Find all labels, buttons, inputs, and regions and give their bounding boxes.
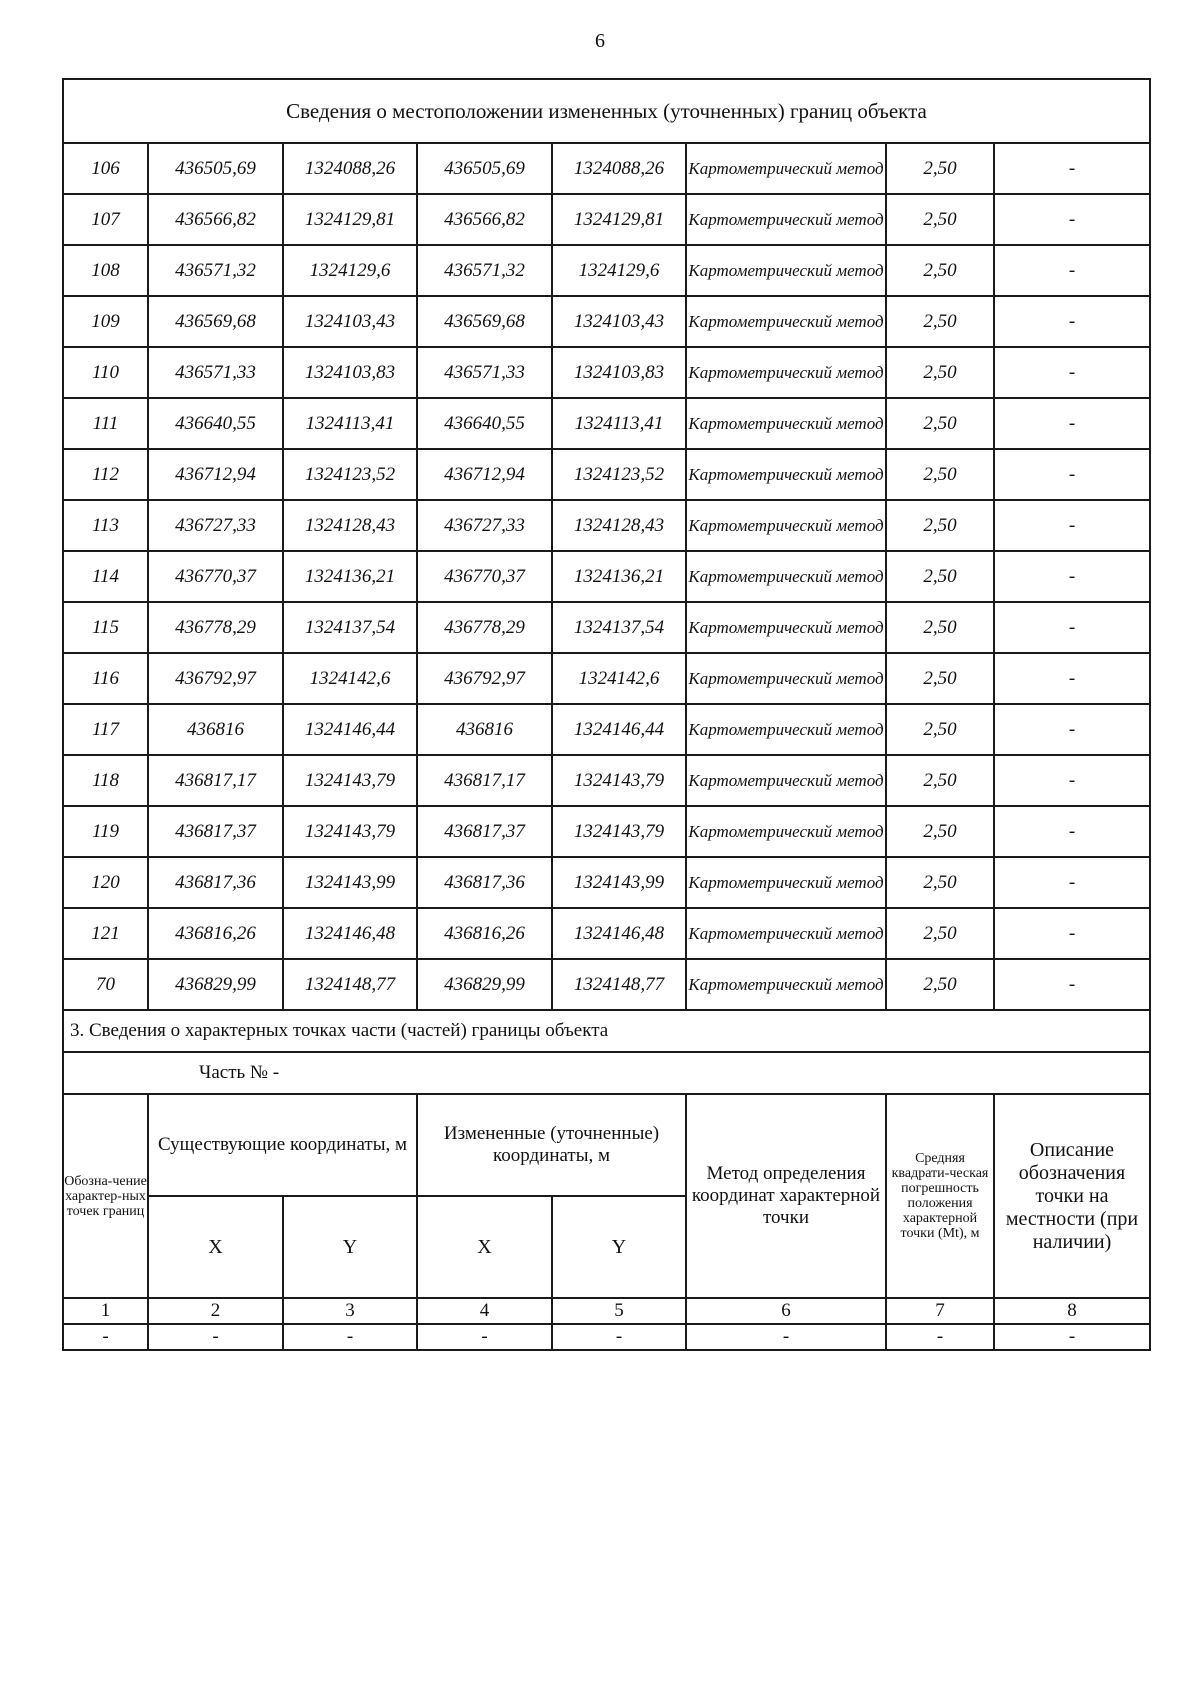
- method-cell: Картометрический метод: [686, 806, 886, 857]
- changed-y-cell: 1324142,6: [552, 653, 686, 704]
- changed-y-cell: 1324113,41: [552, 398, 686, 449]
- mean-error-cell: 2,50: [886, 143, 994, 194]
- method-cell: Картометрический метод: [686, 755, 886, 806]
- table-row: [63, 959, 1150, 1010]
- mean-error-cell: 2,50: [886, 398, 994, 449]
- empty-part-row: [63, 1324, 1150, 1350]
- point-id-cell: 109: [63, 296, 148, 347]
- mean-error-cell: 2,50: [886, 653, 994, 704]
- point-id-cell: 113: [63, 500, 148, 551]
- changed-y-cell: 1324137,54: [552, 602, 686, 653]
- changed-y-cell: 1324128,43: [552, 500, 686, 551]
- existing-x-cell: 436770,37: [148, 551, 283, 602]
- point-id-cell: 115: [63, 602, 148, 653]
- point-id-cell: 70: [63, 959, 148, 1010]
- existing-x-cell: 436569,68: [148, 296, 283, 347]
- mean-error-cell: 2,50: [886, 347, 994, 398]
- table-row: [63, 398, 1150, 449]
- method-cell: Картометрический метод: [686, 398, 886, 449]
- header-existing-x: X: [148, 1196, 283, 1298]
- existing-x-cell: 436566,82: [148, 194, 283, 245]
- header-changed-x: X: [417, 1196, 552, 1298]
- point-id-cell: 118: [63, 755, 148, 806]
- mean-error-cell: 2,50: [886, 296, 994, 347]
- table-row: [63, 449, 1150, 500]
- mean-error-cell: 2,50: [886, 755, 994, 806]
- method-cell: Картометрический метод: [686, 704, 886, 755]
- method-cell: Картометрический метод: [686, 551, 886, 602]
- method-cell: Картометрический метод: [686, 143, 886, 194]
- column-number: 8: [994, 1298, 1150, 1324]
- mean-error-cell: 2,50: [886, 449, 994, 500]
- existing-y-cell: 1324136,21: [283, 551, 417, 602]
- mean-error-cell: 2,50: [886, 857, 994, 908]
- point-id-cell: 116: [63, 653, 148, 704]
- existing-x-cell: 436829,99: [148, 959, 283, 1010]
- table-row: [63, 245, 1150, 296]
- existing-y-cell: 1324129,6: [283, 245, 417, 296]
- point-id-cell: 121: [63, 908, 148, 959]
- description-cell: -: [994, 245, 1150, 296]
- mean-error-cell: 2,50: [886, 194, 994, 245]
- header-changed-y: Y: [552, 1196, 686, 1298]
- changed-x-cell: 436571,32: [417, 245, 552, 296]
- point-id-cell: 120: [63, 857, 148, 908]
- changed-x-cell: 436566,82: [417, 194, 552, 245]
- table-row: [63, 551, 1150, 602]
- changed-x-cell: 436727,33: [417, 500, 552, 551]
- existing-x-cell: 436817,36: [148, 857, 283, 908]
- column-number: 1: [63, 1298, 148, 1324]
- changed-y-cell: 1324143,79: [552, 806, 686, 857]
- boundary-coordinates-table: [62, 78, 1151, 1351]
- existing-x-cell: 436505,69: [148, 143, 283, 194]
- changed-y-cell: 1324103,83: [552, 347, 686, 398]
- changed-x-cell: 436770,37: [417, 551, 552, 602]
- empty-cell: -: [148, 1324, 283, 1350]
- changed-y-cell: 1324129,81: [552, 194, 686, 245]
- point-id-cell: 112: [63, 449, 148, 500]
- method-cell: Картометрический метод: [686, 908, 886, 959]
- table-row: [63, 806, 1150, 857]
- description-cell: -: [994, 449, 1150, 500]
- table-row: [63, 347, 1150, 398]
- column-number: 2: [148, 1298, 283, 1324]
- changed-y-cell: 1324148,77: [552, 959, 686, 1010]
- mean-error-cell: 2,50: [886, 602, 994, 653]
- existing-x-cell: 436816,26: [148, 908, 283, 959]
- method-cell: Картометрический метод: [686, 602, 886, 653]
- description-cell: -: [994, 296, 1150, 347]
- changed-x-cell: 436778,29: [417, 602, 552, 653]
- changed-x-cell: 436571,33: [417, 347, 552, 398]
- header-changed-coordinates: Измененные (уточненные) координаты, м: [417, 1094, 686, 1196]
- header-existing-coordinates: Существующие координаты, м: [148, 1094, 417, 1196]
- mean-error-cell: 2,50: [886, 245, 994, 296]
- description-cell: -: [994, 602, 1150, 653]
- method-cell: Картометрический метод: [686, 347, 886, 398]
- empty-cell: -: [417, 1324, 552, 1350]
- existing-y-cell: 1324137,54: [283, 602, 417, 653]
- point-id-cell: 114: [63, 551, 148, 602]
- method-cell: Картометрический метод: [686, 194, 886, 245]
- description-cell: -: [994, 398, 1150, 449]
- mean-error-cell: 2,50: [886, 806, 994, 857]
- description-cell: -: [994, 500, 1150, 551]
- empty-cell: -: [552, 1324, 686, 1350]
- mean-error-cell: 2,50: [886, 551, 994, 602]
- column-number: 3: [283, 1298, 417, 1324]
- existing-x-cell: 436571,32: [148, 245, 283, 296]
- mean-error-cell: 2,50: [886, 908, 994, 959]
- existing-y-cell: 1324128,43: [283, 500, 417, 551]
- description-cell: -: [994, 194, 1150, 245]
- changed-x-cell: 436816: [417, 704, 552, 755]
- table-row: [63, 908, 1150, 959]
- table-title: Сведения о местоположении измененных (уточненных) границ объекта: [63, 79, 1150, 143]
- empty-cell: -: [283, 1324, 417, 1350]
- description-cell: -: [994, 653, 1150, 704]
- table-row: [63, 755, 1150, 806]
- changed-x-cell: 436817,36: [417, 857, 552, 908]
- column-number: 5: [552, 1298, 686, 1324]
- existing-y-cell: 1324148,77: [283, 959, 417, 1010]
- method-cell: Картометрический метод: [686, 296, 886, 347]
- description-cell: -: [994, 908, 1150, 959]
- empty-cell: -: [686, 1324, 886, 1350]
- existing-y-cell: 1324146,44: [283, 704, 417, 755]
- existing-y-cell: 1324088,26: [283, 143, 417, 194]
- method-cell: Картометрический метод: [686, 500, 886, 551]
- existing-x-cell: 436571,33: [148, 347, 283, 398]
- table-row: [63, 653, 1150, 704]
- changed-y-cell: 1324103,43: [552, 296, 686, 347]
- column-numbers-row: [63, 1298, 1150, 1324]
- table-row: [63, 602, 1150, 653]
- method-cell: Картометрический метод: [686, 653, 886, 704]
- column-number: 4: [417, 1298, 552, 1324]
- empty-cell: -: [886, 1324, 994, 1350]
- point-id-cell: 111: [63, 398, 148, 449]
- header-method: Метод определения координат характерной точки: [686, 1094, 886, 1298]
- point-id-cell: 110: [63, 347, 148, 398]
- mean-error-cell: 2,50: [886, 959, 994, 1010]
- changed-x-cell: 436792,97: [417, 653, 552, 704]
- empty-cell: -: [994, 1324, 1150, 1350]
- changed-x-cell: 436817,37: [417, 806, 552, 857]
- existing-x-cell: 436792,97: [148, 653, 283, 704]
- table-row: [63, 143, 1150, 194]
- header-description: Описание обозначения точки на местности (при наличии): [994, 1094, 1150, 1298]
- header-existing-y: Y: [283, 1196, 417, 1298]
- table-row: [63, 704, 1150, 755]
- point-id-cell: 106: [63, 143, 148, 194]
- existing-y-cell: 1324143,79: [283, 806, 417, 857]
- empty-cell: -: [63, 1324, 148, 1350]
- section-3-title: 3. Сведения о характерных точках части (частей) границы объекта: [63, 1010, 1150, 1052]
- page-number: 6: [595, 30, 605, 52]
- changed-x-cell: 436816,26: [417, 908, 552, 959]
- header-mean-error: Средняя квадрати-ческая погрешность положения характерной точки (Mt), м: [886, 1094, 994, 1298]
- point-id-cell: 117: [63, 704, 148, 755]
- mean-error-cell: 2,50: [886, 500, 994, 551]
- description-cell: -: [994, 704, 1150, 755]
- existing-y-cell: 1324143,99: [283, 857, 417, 908]
- changed-y-cell: 1324146,48: [552, 908, 686, 959]
- description-cell: -: [994, 806, 1150, 857]
- changed-y-cell: 1324146,44: [552, 704, 686, 755]
- existing-x-cell: 436640,55: [148, 398, 283, 449]
- column-number: 7: [886, 1298, 994, 1324]
- existing-y-cell: 1324103,43: [283, 296, 417, 347]
- existing-y-cell: 1324146,48: [283, 908, 417, 959]
- changed-y-cell: 1324123,52: [552, 449, 686, 500]
- method-cell: Картометрический метод: [686, 959, 886, 1010]
- existing-x-cell: 436712,94: [148, 449, 283, 500]
- method-cell: Картометрический метод: [686, 857, 886, 908]
- changed-y-cell: 1324129,6: [552, 245, 686, 296]
- existing-y-cell: 1324142,6: [283, 653, 417, 704]
- existing-y-cell: 1324113,41: [283, 398, 417, 449]
- existing-x-cell: 436817,17: [148, 755, 283, 806]
- existing-y-cell: 1324103,83: [283, 347, 417, 398]
- changed-y-cell: 1324143,99: [552, 857, 686, 908]
- existing-x-cell: 436778,29: [148, 602, 283, 653]
- description-cell: -: [994, 143, 1150, 194]
- description-cell: -: [994, 551, 1150, 602]
- changed-x-cell: 436505,69: [417, 143, 552, 194]
- description-cell: -: [994, 857, 1150, 908]
- description-cell: -: [994, 755, 1150, 806]
- description-cell: -: [994, 959, 1150, 1010]
- changed-y-cell: 1324136,21: [552, 551, 686, 602]
- changed-x-cell: 436829,99: [417, 959, 552, 1010]
- existing-y-cell: 1324143,79: [283, 755, 417, 806]
- part-label: Часть № -: [63, 1052, 1150, 1094]
- table-row: [63, 194, 1150, 245]
- existing-y-cell: 1324129,81: [283, 194, 417, 245]
- changed-x-cell: 436817,17: [417, 755, 552, 806]
- description-cell: -: [994, 347, 1150, 398]
- existing-x-cell: 436816: [148, 704, 283, 755]
- mean-error-cell: 2,50: [886, 704, 994, 755]
- changed-x-cell: 436569,68: [417, 296, 552, 347]
- method-cell: Картометрический метод: [686, 245, 886, 296]
- point-id-cell: 107: [63, 194, 148, 245]
- method-cell: Картометрический метод: [686, 449, 886, 500]
- changed-y-cell: 1324143,79: [552, 755, 686, 806]
- changed-x-cell: 436640,55: [417, 398, 552, 449]
- point-id-cell: 108: [63, 245, 148, 296]
- table-row: [63, 857, 1150, 908]
- column-number: 6: [686, 1298, 886, 1324]
- point-id-cell: 119: [63, 806, 148, 857]
- table-row: [63, 296, 1150, 347]
- existing-x-cell: 436817,37: [148, 806, 283, 857]
- existing-y-cell: 1324123,52: [283, 449, 417, 500]
- table-row: [63, 500, 1150, 551]
- existing-x-cell: 436727,33: [148, 500, 283, 551]
- changed-y-cell: 1324088,26: [552, 143, 686, 194]
- changed-x-cell: 436712,94: [417, 449, 552, 500]
- header-designation: Обозна-чение характер-ных точек границ: [63, 1094, 148, 1298]
